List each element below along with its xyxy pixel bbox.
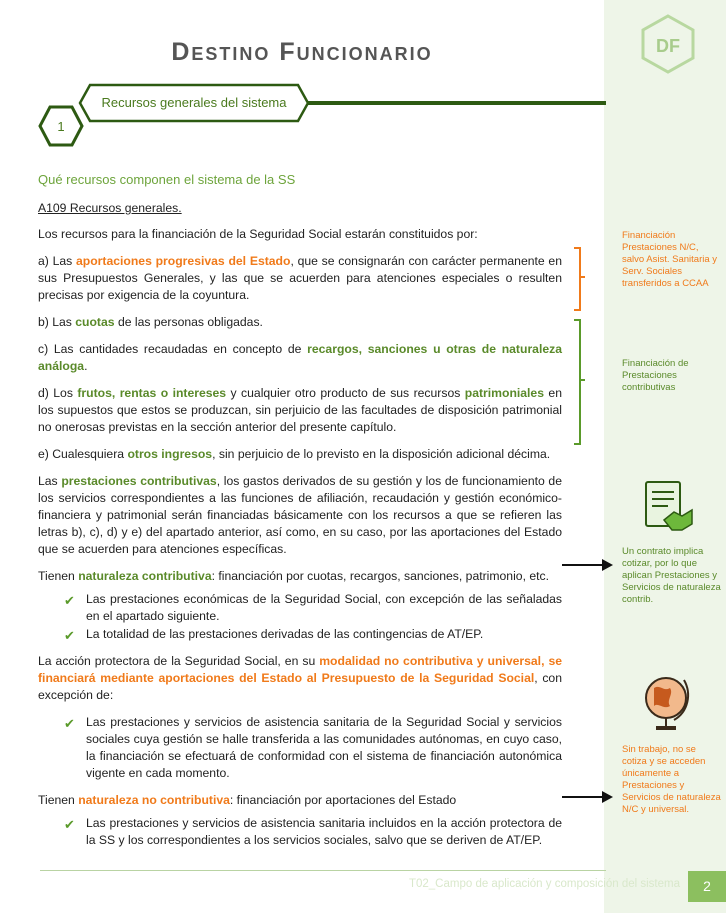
highlight: modalidad no contributiva y universal, se financiará mediante aportaciones del Estado al Presupuesto de la Seguridad Social: [38, 654, 562, 685]
contributive-list: [38, 591, 562, 643]
arrow-right-icon: [562, 790, 614, 804]
list-item: ✔ Las prestaciones económicas de la Seguridad Social, con excepción de las señaladas en el apartado siguiente.: [64, 592, 562, 623]
main-content: [38, 200, 562, 859]
page-title: Destino Funcionario: [171, 38, 433, 66]
highlight: otros ingresos: [127, 447, 213, 461]
highlight: naturaleza no contributiva: [78, 793, 230, 807]
page-number: 2: [688, 871, 726, 902]
intro-paragraph: Los recursos para la financiación de la Seguridad Social estarán constituidos por:: [38, 227, 478, 241]
item-b: b) Las cuotas de las personas obligadas.: [38, 315, 263, 329]
highlight: prestaciones contributivas: [61, 474, 217, 488]
check-icon: ✔: [64, 817, 75, 832]
contract-handshake-icon: [642, 480, 694, 536]
arrow-right-icon: [562, 558, 614, 572]
green-brace: [572, 318, 586, 446]
highlight: rentas o intereses: [119, 386, 227, 400]
noncontributive-nature: Tienen naturaleza no contributiva: financiación por aportaciones del Estado: [38, 793, 457, 807]
item-d: d) Los frutos, rentas o intereses y cualquier otro producto de sus recursos patrimoniales en los supuestos que estos se produzcan, sin perjuicio de las facultades de disposición patrimonial no onerosas previstas en la sección anterior del presente capítulo.: [38, 386, 562, 434]
highlight: frutos: [77, 386, 112, 400]
side-note-contract: Un contrato implica cotizar, por lo que aplican Prestaciones y Servicios de naturaleza contrib.: [622, 546, 721, 605]
item-c: c) Las cantidades recaudadas en concepto de recargos, sanciones u otras de naturaleza análoga.: [38, 342, 562, 373]
item-a: a) Las aportaciones progresivas del Estado, que se consignarán con carácter permanente en sus Presupuestos Generales, y las que se acuerden para atenciones especiales o resulten precisas por exigencia de la coyuntura.: [38, 254, 562, 302]
article-heading: A109 Recursos generales.: [38, 201, 182, 215]
side-note-contrib-financing: Financiación de Prestaciones contributivas: [622, 358, 689, 393]
check-icon: ✔: [64, 593, 75, 608]
contributive-paragraph: Las prestaciones contributivas, los gastos derivados de su gestión y los de funcionamiento de los servicios correspondientes a las funciones de afiliación, recaudación y gestión económico-financiera y patrimonial serán financiadas básicamente con los recursos a que se refieren las letras b), c), d) y e) del apartado anterior, así como, en su caso, por las aportaciones del Estado que se acuerden para atenciones específicas.: [38, 474, 562, 556]
highlight: aportaciones progresivas del Estado: [76, 254, 291, 268]
list-item: ✔ Las prestaciones y servicios de asistencia sanitaria de la Seguridad Social y servicios sociales cuya gestión se halle transferida a las comunidades autónomas, en cuyo caso, la financiación se efectuará de conformidad con el sistema de financiación autonómica vigente en cada momento.: [64, 715, 562, 780]
check-icon: ✔: [64, 716, 75, 731]
highlight: patrimoniales: [464, 386, 544, 400]
check-icon: ✔: [64, 628, 75, 643]
highlight: recargos, sanciones u otras de naturaleza análoga: [38, 342, 562, 373]
section-number: 1: [57, 119, 65, 134]
svg-text:DF: DF: [656, 36, 680, 56]
list-item: ✔ La totalidad de las prestaciones derivadas de las contingencias de AT/EP.: [64, 627, 484, 643]
item-e: e) Cualesquiera otros ingresos, sin perjuicio de lo previsto en la disposición adicional décima.: [38, 447, 551, 461]
list-item: ✔ Las prestaciones y servicios de asistencia sanitaria incluidos en la acción protectora de la SS y los correspondientes a los servicios sociales, salvo que se deriven de AT/EP.: [64, 816, 562, 847]
highlight: naturaleza contributiva: [78, 569, 212, 583]
globe-icon: [640, 672, 694, 734]
footer-rule: [40, 870, 606, 871]
section-rule: [300, 101, 606, 105]
footer-text: T02_Campo de aplicación y composición del sistema: [408, 878, 680, 890]
side-note-no-work: Sin trabajo, no se cotiza y se acceden únicamente a Prestaciones y Servicios de naturaleza N/C y universal.: [622, 744, 721, 815]
subtitle: Qué recursos componen el sistema de la SS: [38, 172, 296, 187]
section-title: Recursos generales del sistema: [101, 95, 287, 110]
noncontributive-exception-list: [38, 714, 562, 782]
noncontributive-list: [38, 815, 562, 849]
side-note-nc-financing: Financiación Prestaciones N/C, salvo Asist. Sanitaria y Serv. Sociales transferidos a CCAA: [622, 230, 718, 289]
orange-brace: [572, 246, 586, 312]
contributive-nature: Tienen naturaleza contributiva: financiación por cuotas, recargos, sanciones, patrimonio, etc.: [38, 569, 549, 583]
df-logo: [640, 14, 696, 74]
noncontributive-paragraph: La acción protectora de la Seguridad Social, en su modalidad no contributiva y universal, se financiará mediante aportaciones del Estado al Presupuesto de la Seguridad Social, con excepción de:: [38, 654, 562, 702]
highlight: cuotas: [75, 315, 115, 329]
